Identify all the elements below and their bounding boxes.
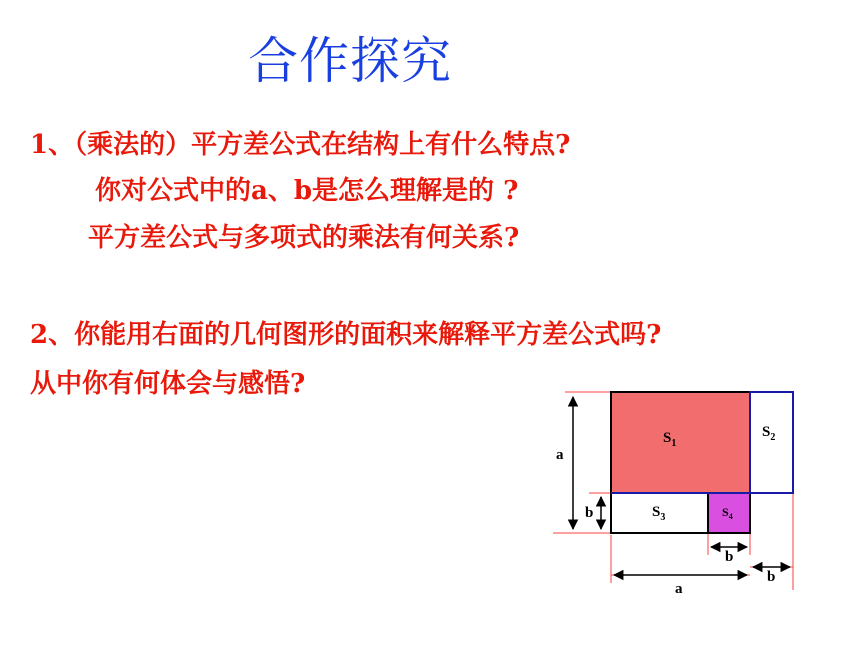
- dimension-a-bottom-label: a: [675, 581, 683, 597]
- question-1-line-1: 1、（乘法的）平方差公式在结构上有什么特点?: [30, 130, 571, 160]
- page-title: 合作探究: [248, 32, 452, 90]
- s4-label: $S_4$: [722, 505, 733, 521]
- question-2-line-1: 2、你能用右面的几何图形的面积来解释平方差公式吗?: [30, 320, 662, 350]
- question-1-line-2: 你对公式中的a、b是怎么理解是的 ?: [95, 176, 519, 206]
- s1-label: $S_1$: [663, 430, 677, 449]
- region-s1: [611, 392, 750, 493]
- dimension-b-left-label: b: [585, 505, 594, 521]
- dimension-b-inner-label: b: [725, 549, 734, 565]
- area-diagram: [545, 385, 805, 605]
- s3-label: $S_3$: [652, 504, 666, 523]
- dimension-b-right-label: b: [767, 569, 776, 585]
- question-1-line-3: 平方差公式与多项式的乘法有何关系?: [88, 223, 520, 253]
- s2-label: $S_2$: [762, 424, 776, 443]
- dimension-a-left-label: a: [556, 447, 564, 463]
- question-2-line-2: 从中你有何体会与感悟?: [30, 369, 306, 399]
